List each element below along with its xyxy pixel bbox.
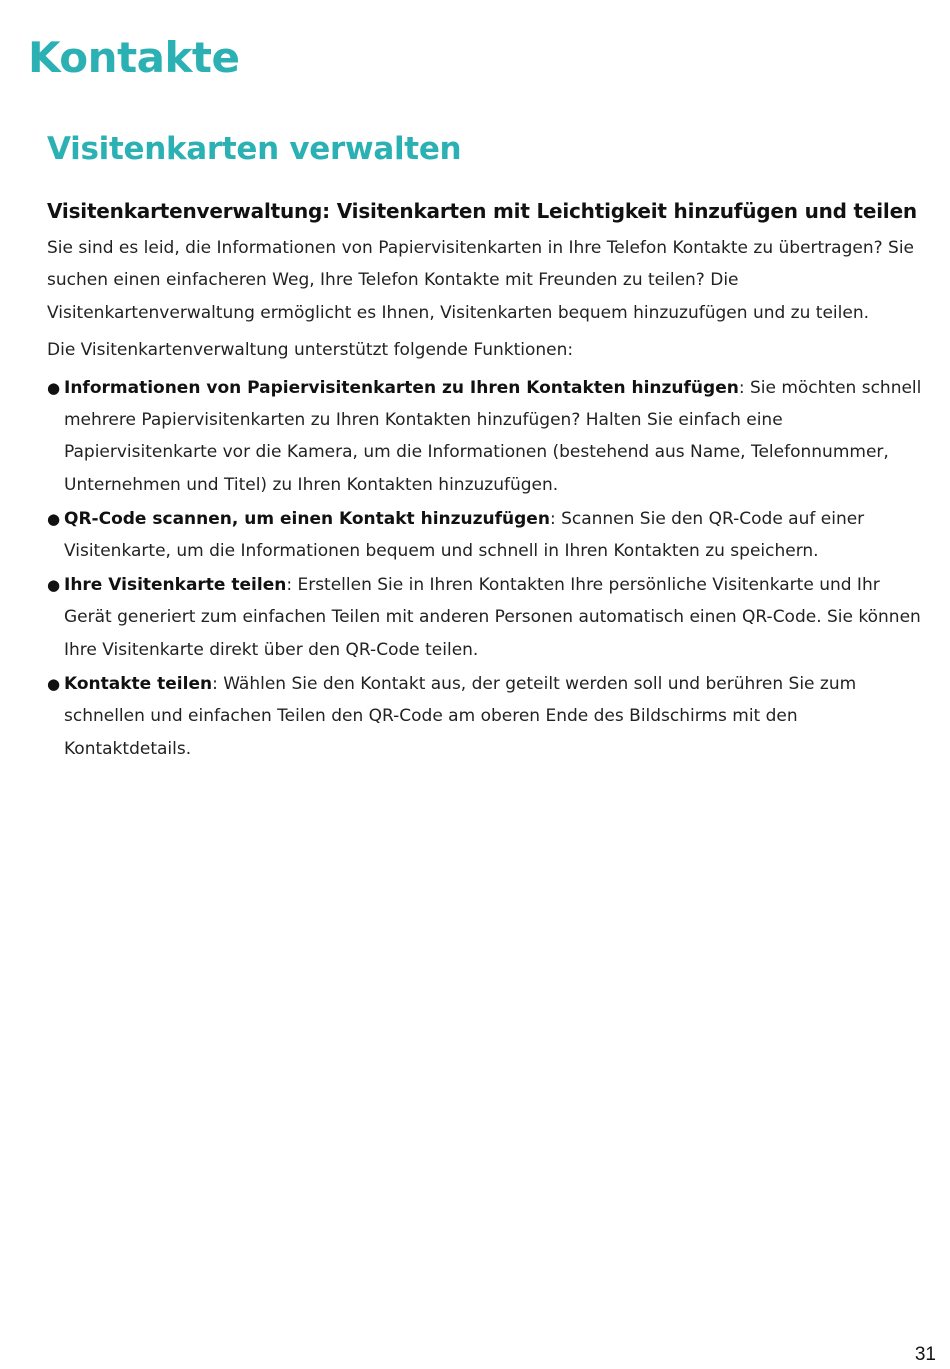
feature-term: QR-Code scannen, um einen Kontakt hinzuzufügen <box>64 508 550 529</box>
feature-description: : Wählen Sie den Kontakt aus, der geteilt werden soll und berühren Sie zum schnellen und einfachen Teilen den QR-Code am oberen Ende des Bildschirms mit den Kontaktdetails. <box>64 673 857 759</box>
section-content <box>47 194 927 767</box>
chapter-title: Kontakte <box>28 33 240 82</box>
features-intro: Die Visitenkartenverwaltung unterstützt folgende Funktionen: <box>47 340 574 361</box>
list-item <box>47 503 927 568</box>
list-item <box>47 668 927 765</box>
bullet-icon: ● <box>47 674 61 693</box>
feature-description: : Scannen Sie den QR-Code auf einer Visitenkarte, um die Informationen bequem und schnell in Ihren Kontakten zu speichern. <box>64 508 865 562</box>
feature-term: Ihre Visitenkarte teilen <box>64 575 287 596</box>
intro-paragraph: Sie sind es leid, die Informationen von Papiervisitenkarten in Ihre Telefon Kontakte zu übertragen? Sie suchen einen einfacheren Weg, Ihre Telefon Kontakte mit Freunden zu teilen? Die Visitenkartenverwaltung ermöglicht es Ihnen, Visitenkarten bequem hinzuzufügen und zu teilen. <box>47 238 915 323</box>
bullet-icon: ● <box>47 509 61 528</box>
feature-description: : Sie möchten schnell mehrere Papiervisitenkarten zu Ihren Kontakten hinzufügen? Halten Sie einfach eine Papiervisitenkarte vor die Kamera, um die Informationen (bestehend aus Name, Telefonnummer, Unternehmen und Titel) zu Ihren Kontakten hinzuzufügen. <box>64 377 922 495</box>
feature-term: Kontakte teilen <box>64 673 213 694</box>
feature-description: : Erstellen Sie in Ihren Kontakten Ihre persönliche Visitenkarte und Ihr Gerät generiert zum einfachen Teilen mit anderen Personen automatisch einen QR-Code. Sie können Ihre Visitenkarte direkt über den QR-Code teilen. <box>64 575 921 660</box>
section-title: Visitenkarten verwalten <box>47 131 462 167</box>
bullet-icon: ● <box>47 378 61 397</box>
bullet-icon: ● <box>47 576 61 595</box>
list-item <box>47 569 927 666</box>
feature-term: Informationen von Papiervisitenkarten zu Ihren Kontakten hinzufügen <box>64 377 739 398</box>
feature-list <box>47 372 927 765</box>
subsection-title: Visitenkartenverwaltung: Visitenkarten mit Leichtigkeit hinzufügen und teilen <box>47 199 917 223</box>
page-number: 31 <box>914 1344 936 1365</box>
list-item <box>47 372 927 502</box>
